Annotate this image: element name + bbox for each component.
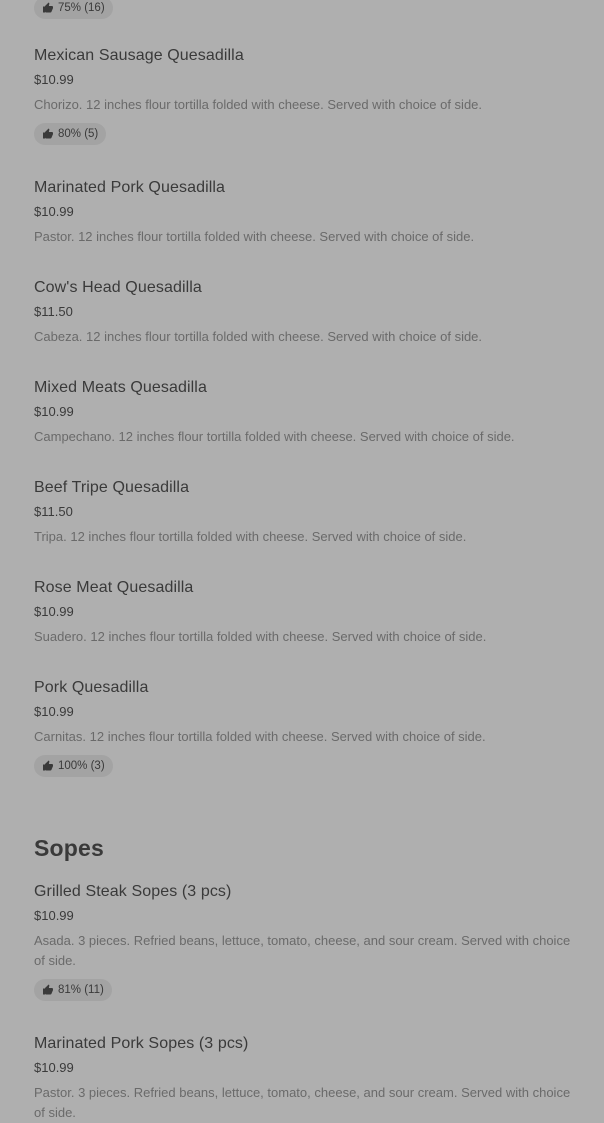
menu-item-partial	[34, 0, 579, 19]
item-description: Asada. 3 pieces. Refried beans, lettuce, tomato, cheese, and sour cream. Served with choice of side.	[34, 933, 571, 968]
item-description: Campechano. 12 inches flour tortilla folded with cheese. Served with choice of side.	[34, 429, 515, 444]
item-name: Marinated Pork Sopes (3 pcs)	[34, 1035, 249, 1052]
item-price: $10.99	[34, 704, 74, 719]
menu-item[interactable]	[34, 678, 579, 777]
item-price: $10.99	[34, 1060, 74, 1075]
rating-text: 80% (5)	[58, 128, 99, 140]
thumbs-up-icon	[42, 2, 54, 14]
item-name: Beef Tripe Quesadilla	[34, 479, 190, 496]
item-price: $10.99	[34, 908, 74, 923]
menu-item[interactable]	[34, 478, 579, 547]
item-description: Pastor. 12 inches flour tortilla folded with cheese. Served with choice of side.	[34, 229, 475, 244]
menu-item[interactable]	[34, 46, 579, 145]
menu-item[interactable]	[34, 882, 579, 1001]
item-description: Suadero. 12 inches flour tortilla folded with cheese. Served with choice of side.	[34, 629, 487, 644]
rating-badge	[34, 979, 112, 1001]
item-price: $10.99	[34, 404, 74, 419]
item-name: Mexican Sausage Quesadilla	[34, 47, 244, 64]
item-name: Mixed Meats Quesadilla	[34, 379, 207, 396]
item-price: $11.50	[34, 304, 73, 319]
menu-item[interactable]	[34, 1034, 579, 1123]
rating-text: 100% (3)	[58, 760, 105, 772]
thumbs-up-icon	[42, 984, 54, 996]
item-name: Grilled Steak Sopes (3 pcs)	[34, 883, 232, 900]
item-name: Cow's Head Quesadilla	[34, 279, 202, 296]
thumbs-up-icon	[42, 128, 54, 140]
menu-item[interactable]	[34, 178, 579, 247]
menu-item[interactable]	[34, 378, 579, 447]
menu-item[interactable]	[34, 278, 579, 347]
item-price: $11.50	[34, 504, 73, 519]
item-price: $10.99	[34, 604, 74, 619]
rating-badge	[34, 755, 113, 777]
item-description: Chorizo. 12 inches flour tortilla folded with cheese. Served with choice of side.	[34, 97, 483, 112]
thumbs-up-icon	[42, 760, 54, 772]
rating-badge	[34, 0, 113, 19]
item-price: $10.99	[34, 72, 74, 87]
rating-badge	[34, 123, 106, 145]
item-description: Cabeza. 12 inches flour tortilla folded with cheese. Served with choice of side.	[34, 329, 483, 344]
item-name: Rose Meat Quesadilla	[34, 579, 194, 596]
menu-item[interactable]	[34, 578, 579, 647]
item-name: Marinated Pork Quesadilla	[34, 179, 226, 196]
item-description: Carnitas. 12 inches flour tortilla folded with cheese. Served with choice of side.	[34, 729, 486, 744]
rating-text: 81% (11)	[58, 984, 104, 996]
item-name: Pork Quesadilla	[34, 679, 149, 696]
rating-text: 75% (16)	[58, 2, 105, 14]
item-price: $10.99	[34, 204, 74, 219]
item-description: Tripa. 12 inches flour tortilla folded with cheese. Served with choice of side.	[34, 529, 467, 544]
section-title: Sopes	[34, 835, 105, 861]
item-description: Pastor. 3 pieces. Refried beans, lettuce, tomato, cheese, and sour cream. Served with choice of side.	[34, 1085, 571, 1120]
